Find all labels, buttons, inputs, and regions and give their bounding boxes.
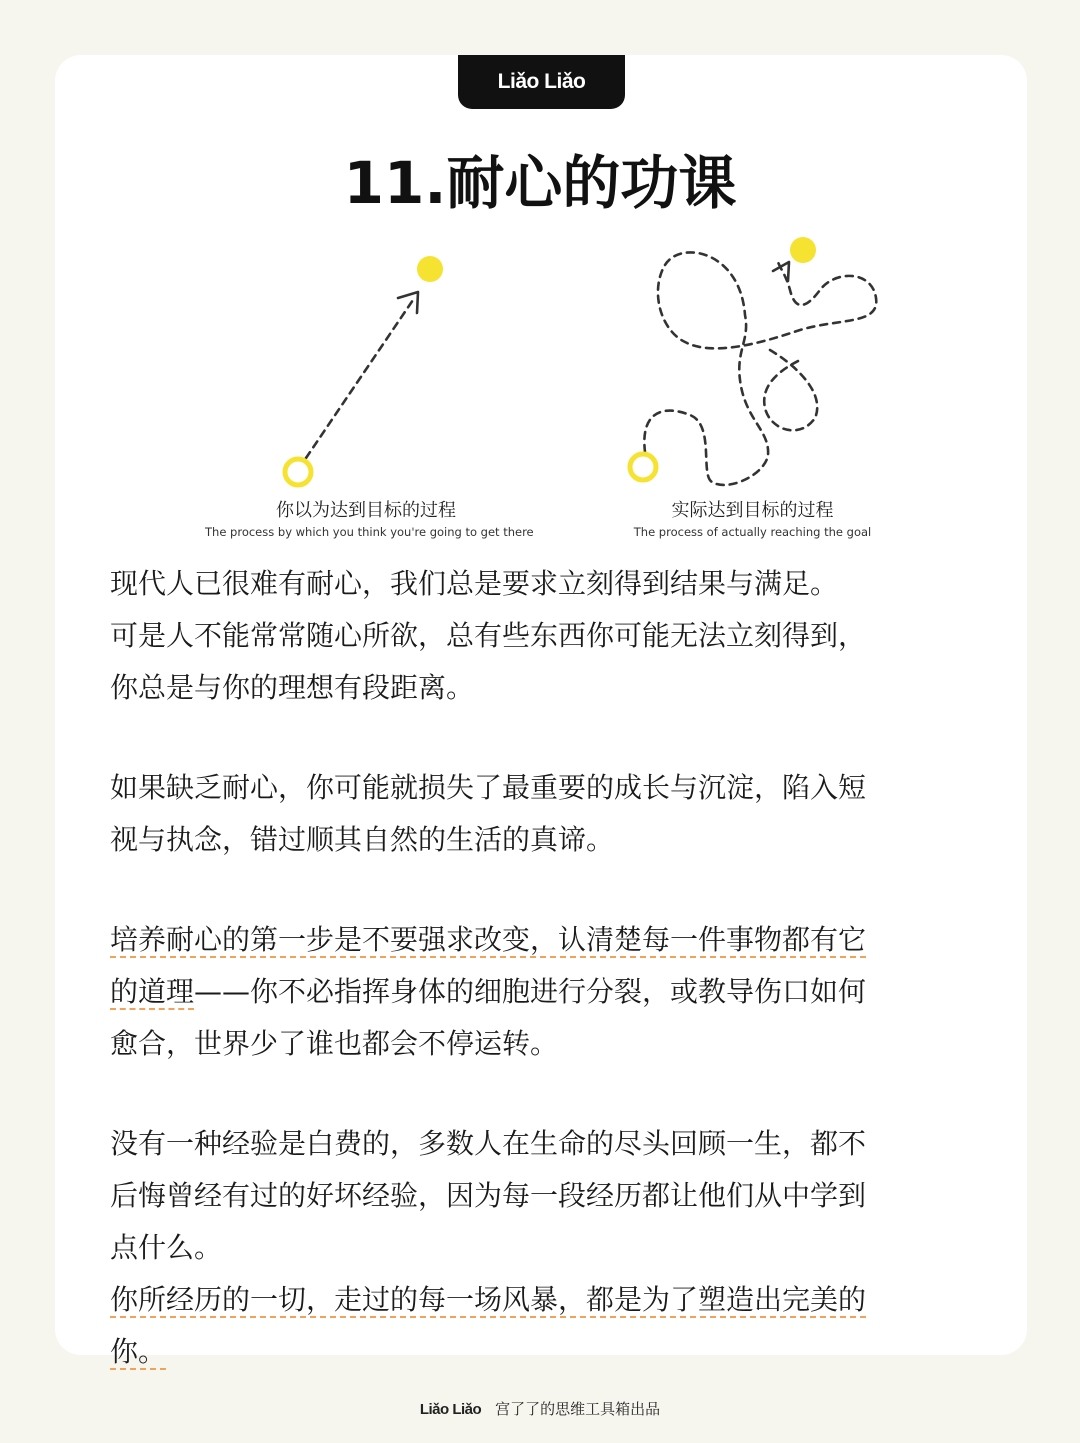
paragraph-4 [110,1118,980,1378]
highlighted-text: 你。 [110,1335,167,1368]
text-line: 现代人已很难有耐心，我们总是要求立刻得到结果与满足。 [110,567,839,600]
actual-caption [625,500,880,540]
highlighted-text: 的道理 [110,975,195,1008]
text-line: 没有一种经验是白费的，多数人在生命的尽头回顾一生，都不 [110,1127,867,1160]
brand-logo: Liǎo Liǎo [497,70,586,93]
footer-text: 宫了了的思维工具箱出品 [495,1400,661,1418]
highlighted-text: 你所经历的一切，走过的每一场风暴，都是为了塑造出完美的 [110,1283,867,1316]
text-segment: ——你不必指挥身体的细胞进行分裂，或教导伤口如何 [194,975,867,1008]
actual-path-illustration [630,237,876,485]
highlighted-text: 培养耐心的第一步是不要强求改变，认清楚每一件事物都有它 [110,923,867,956]
expected-path-illustration [285,256,443,485]
text-line: 可是人不能常常随心所欲，总有些东西你可能无法立刻得到， [110,619,867,652]
footer-brand-logo: Liǎo Liǎo [419,1401,482,1418]
text-line: 如果缺乏耐心，你可能就损失了最重要的成长与沉淀，陷入短 [110,771,867,804]
actual-caption-zh: 实际达到目标的过程 [671,500,834,521]
paragraph-3 [110,914,980,1070]
text-line: 愈合，世界少了谁也都会不停运转。 [110,1027,559,1060]
footer [0,1398,1080,1419]
text-line: 视与执念，错过顺其自然的生活的真谛。 [110,823,615,856]
paragraph-1 [110,558,980,714]
path-diagram [0,0,1080,560]
expected-caption [205,500,534,540]
text-line: 点什么。 [110,1231,223,1264]
text-line: 你总是与你的理想有段距离。 [110,671,475,704]
start-point [630,454,656,480]
actual-caption-en: The process of actually reaching the goal [633,525,872,539]
paragraph-2 [110,762,980,866]
text-line: 后悔曾经有过的好坏经验，因为每一段经历都让他们从中学到 [110,1179,867,1212]
start-point [285,459,311,485]
page-title: 11.耐心的功课 [343,149,737,217]
expected-caption-en: The process by which you think you're going to get there [205,525,534,539]
expected-caption-zh: 你以为达到目标的过程 [276,500,456,521]
goal-point [790,237,816,263]
goal-point [417,256,443,282]
